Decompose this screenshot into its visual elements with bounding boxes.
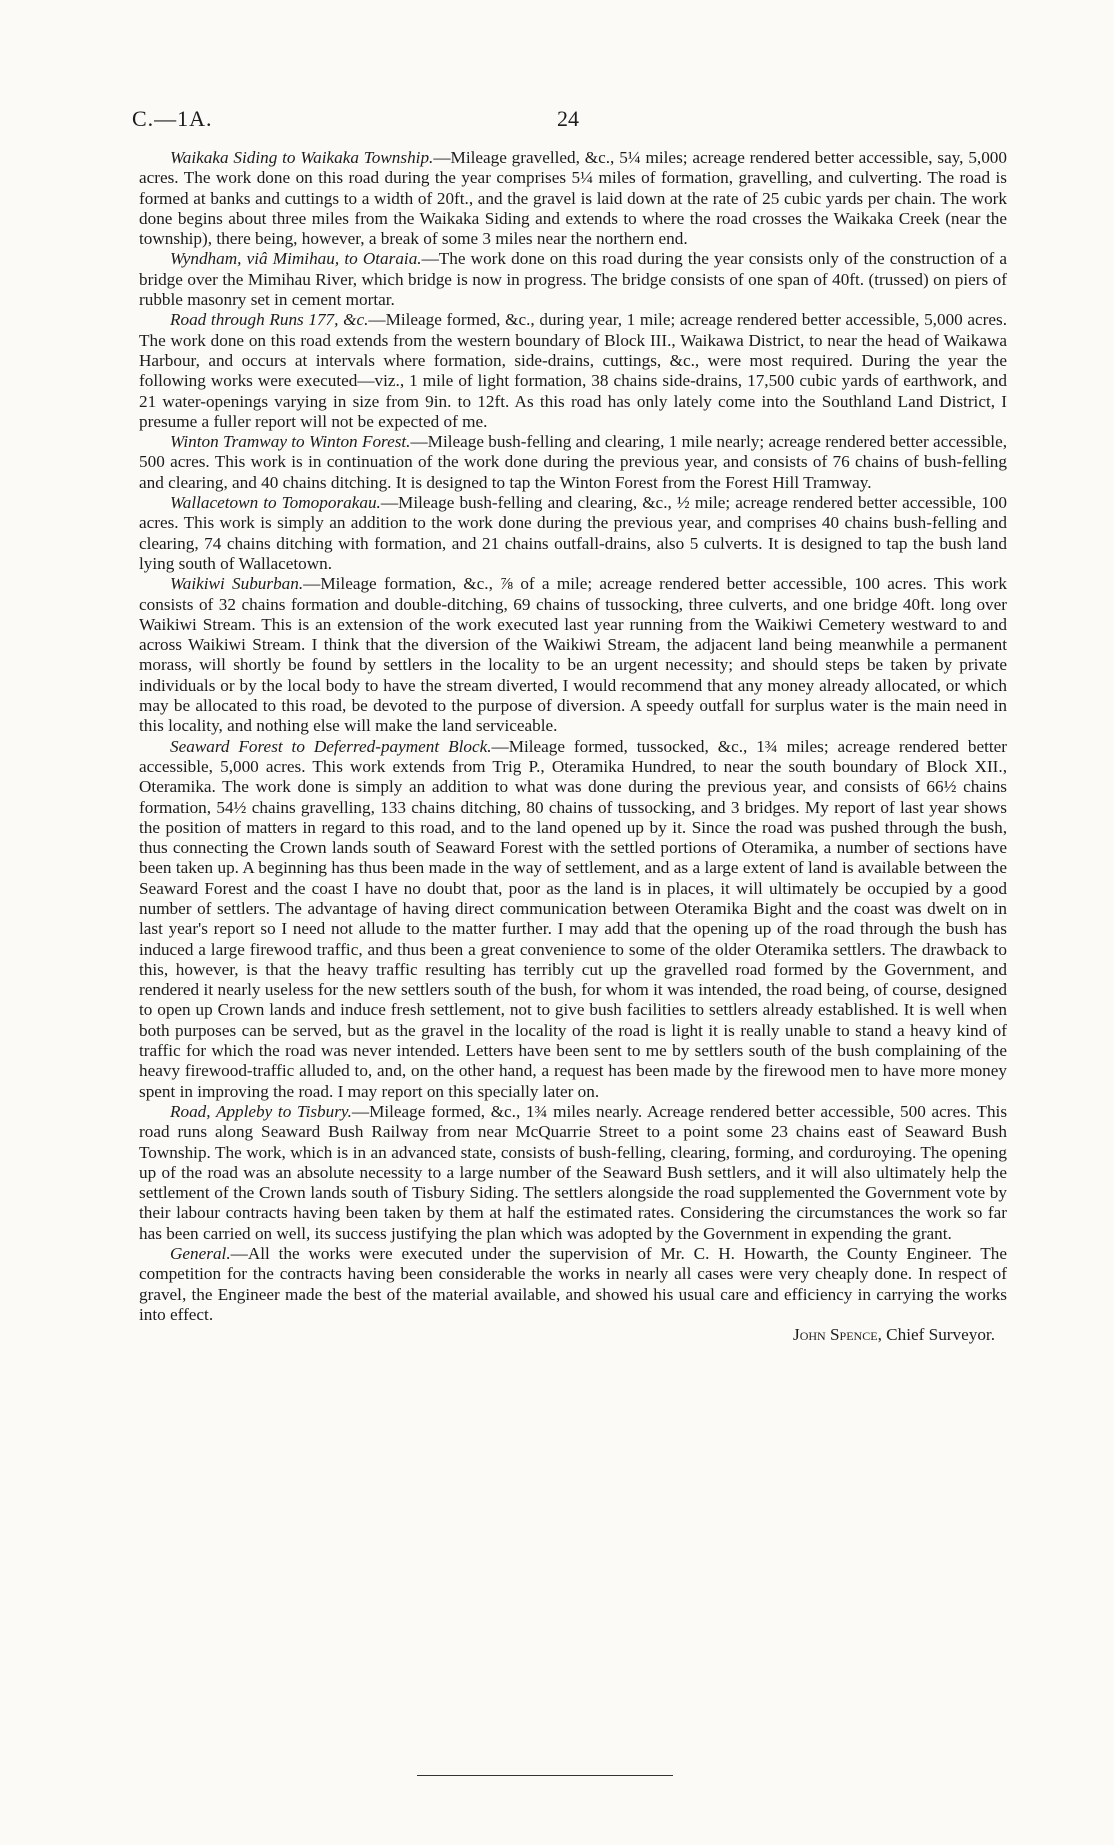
paragraph-text: —Mileage bush-felling and clearing, &c., ½ mile; acreage rendered better accessible, 100 acres. This work is simply an addition to the work done during the previous year, and comprises 40 chains bush-felling and clearing, 74 chains ditching with formation, and 21 chains outfall-drains, also 5 culverts. It is designed to tap the bush land lying south of Wallacetown. [139, 493, 1007, 573]
paragraph-waikiwi [139, 574, 1007, 736]
paragraph-text: —Mileage formed, &c., during year, 1 mile; acreage rendered better accessible, 5,000 acres. The work done on this road extends from the western boundary of Block III., Waikawa District, to near the head of Waikawa Harbour, and occurs at intervals where formation, side-drains, cuttings, &c., were most required. During the year the following works were executed—viz., 1 mile of light formation, 38 chains side-drains, 17,500 cubic yards of earthwork, and 21 water-openings varying in size from 9in. to 12ft. As this road has only lately come into the Southland Land District, I presume a fuller report will not be expected of me. [139, 310, 1007, 431]
paragraph-heading: Road, Appleby to Tisbury. [170, 1101, 352, 1121]
paragraph-heading: General. [170, 1244, 231, 1264]
report-body [139, 148, 1007, 1346]
paragraph-text: —Mileage formation, &c., ⅞ of a mile; acreage rendered better accessible, 100 acres. This work consists of 32 chains formation and double-ditching, 69 chains of tussocking, three culverts, and one bridge 40ft. long over Waikiwi Stream. This is an extension of the work executed last year running from the Waikiwi Cemetery westward to and across Waikiwi Stream. I think that the diversion of the Waikiwi Stream, the adjacent land being meanwhile a permanent morass, will shortly be found by settlers in the locality to be an urgent necessity; and should steps be taken by private individuals or by the local body to have the stream diverted, I would recommend that any money already allocated, or which may be allocated to this road, be devoted to the purpose of diversion. A speedy outfall for surplus water is the main need in this locality, and nothing else will make the land serviceable. [139, 574, 1007, 736]
paragraph-runs-177 [139, 310, 1007, 432]
signatory-name: John Spence [793, 1325, 878, 1345]
paragraph-heading: Wallacetown to Tomoporakau. [170, 493, 381, 513]
page-number: 24 [557, 106, 579, 131]
paragraph-heading: Waikiwi Suburban. [170, 574, 304, 594]
paragraph-text: —Mileage bush-felling and clearing, 1 mile nearly; acreage rendered better accessible, 500 acres. This work is in continuation of the work done during the previous year, and consists of 76 chains of bush-felling and clearing, and 40 chains ditching. It is designed to tap the Winton Forest from the Forest Hill Tramway. [139, 432, 1007, 492]
paragraph-heading: Seaward Forest to Deferred-payment Block. [170, 736, 492, 756]
paragraph-heading: Winton Tramway to Winton Forest. [170, 432, 411, 452]
paragraph-text: —Mileage formed, tussocked, &c., 1¾ miles; acreage rendered better accessible, 5,000 acres. This work extends from Trig P., Oteramika Hundred, to near the south boundary of Block XII., Oteramika. The work done is simply an addition to what was done during the previous year, and consists of 66½ chains formation, 54½ chains gravelling, 133 chains ditching, 80 chains of tussocking, and 3 bridges. My report of last year shows the position of matters in regard to this road, and to the land opened up by it. Since the road was pushed through the bush, thus connecting the Crown lands south of Seaward Forest with the settled portions of Oteramika, a number of sections have been taken up. A beginning has thus been made in the way of settlement, and as a large extent of land is available between the Seaward Forest and the coast I have no doubt that, poor as the land is in places, it will ultimately be occupied by a good number of settlers. The advantage of having direct communication between Oteramika Bight and the coast was dwelt on in last year's report so I need not allude to the matter further. I may add that the opening up of the road through the bush has induced a large firewood traffic, and thus been a great convenience to some of the older Oteramika settlers. The drawback to this, however, is that the heavy traffic resulting has terribly cut up the gravelled road formed by the Government, and rendered it nearly useless for the new settlers south of the bush, for whom it was intended, the road being, of course, designed to open up Crown lands and induce fresh settlement, not to give bush facilities to settlers already established. It is well when both purposes can be served, but as the gravel in the locality of the road is light it is really unable to stand a heavy kind of traffic for which the road was never intended. Letters have been sent to me by settlers south of the bush complaining of the heavy firewood-traffic alluded to, and, on the other hand, a request has been made by the firewood men to have more money spent in improving the road. I may report on this specially later on. [139, 736, 1007, 1101]
paragraph-text: —The work done on this road during the year consists only of the construction of a bridge over the Mimihau River, which bridge is now in progress. The bridge consists of one span of 40ft. (trussed) on piers of rubble masonry set in cement mortar. [139, 249, 1007, 310]
paragraph-text: —Mileage formed, &c., 1¾ miles nearly. Acreage rendered better accessible, 500 acres. This road runs along Seaward Bush Railway from near McQuarrie Street to a point some 23 chains east of Seaward Bush Township. The work, which is in an advanced state, consists of bush-felling, clearing, forming, and corduroying. The opening up of the road was an absolute necessity to a large number of the Seaward Bush settlers, and it will also ultimately help the settlement of the Crown lands south of Tisbury Siding. The settlers alongside the road supplemented the Government vote by their labour contracts having been taken by them at half the estimated rates. Considering the circumstances the work so far has been carried on well, its success justifying the plan which was adopted by the Government in expending the grant. [139, 1101, 1008, 1243]
paragraph-wallacetown [139, 493, 1007, 574]
report-code: C.—1A. [132, 106, 213, 131]
paragraph-text: —Mileage gravelled, &c., 5¼ miles; acreage rendered better accessible, say, 5,000 acres. The work done on this road during the year comprises 5¼ miles of formation, gravelling, and culverting. The road is formed at banks and cuttings to a width of 20ft., and the gravel is laid down at the rate of 25 cubic yards per chain. The work done begins about three miles from the Waikaka Siding and extends to where the road crosses the Waikaka Creek (near the township), there being, however, a break of some 3 miles near the northern end. [139, 148, 1007, 249]
signature [139, 1325, 1007, 1345]
signatory-title: , Chief Surveyor. [877, 1325, 995, 1345]
paragraph-appleby-tisbury [139, 1102, 1007, 1244]
paragraph-heading: Wyndham, viâ Mimihau, to Otaraia. [170, 249, 422, 269]
paragraph-winton [139, 432, 1007, 493]
paragraph-heading: Road through Runs 177, &c. [170, 310, 369, 330]
paragraph-text: —All the works were executed under the supervision of Mr. C. H. Howarth, the County Engineer. The competition for the contracts having been considerable the works in nearly all cases were very cheaply done. In respect of gravel, the Engineer made the best of the material available, and showed his usual care and efficiency in carrying the works into effect. [139, 1244, 1007, 1324]
paragraph-general [139, 1244, 1007, 1325]
closing-rule [417, 1775, 673, 1776]
paragraph-heading: Waikaka Siding to Waikaka Township. [170, 148, 434, 167]
paragraph-seaward-forest [139, 737, 1007, 1102]
paragraph-wyndham [139, 249, 1007, 310]
paragraph-waikaka [139, 148, 1007, 249]
